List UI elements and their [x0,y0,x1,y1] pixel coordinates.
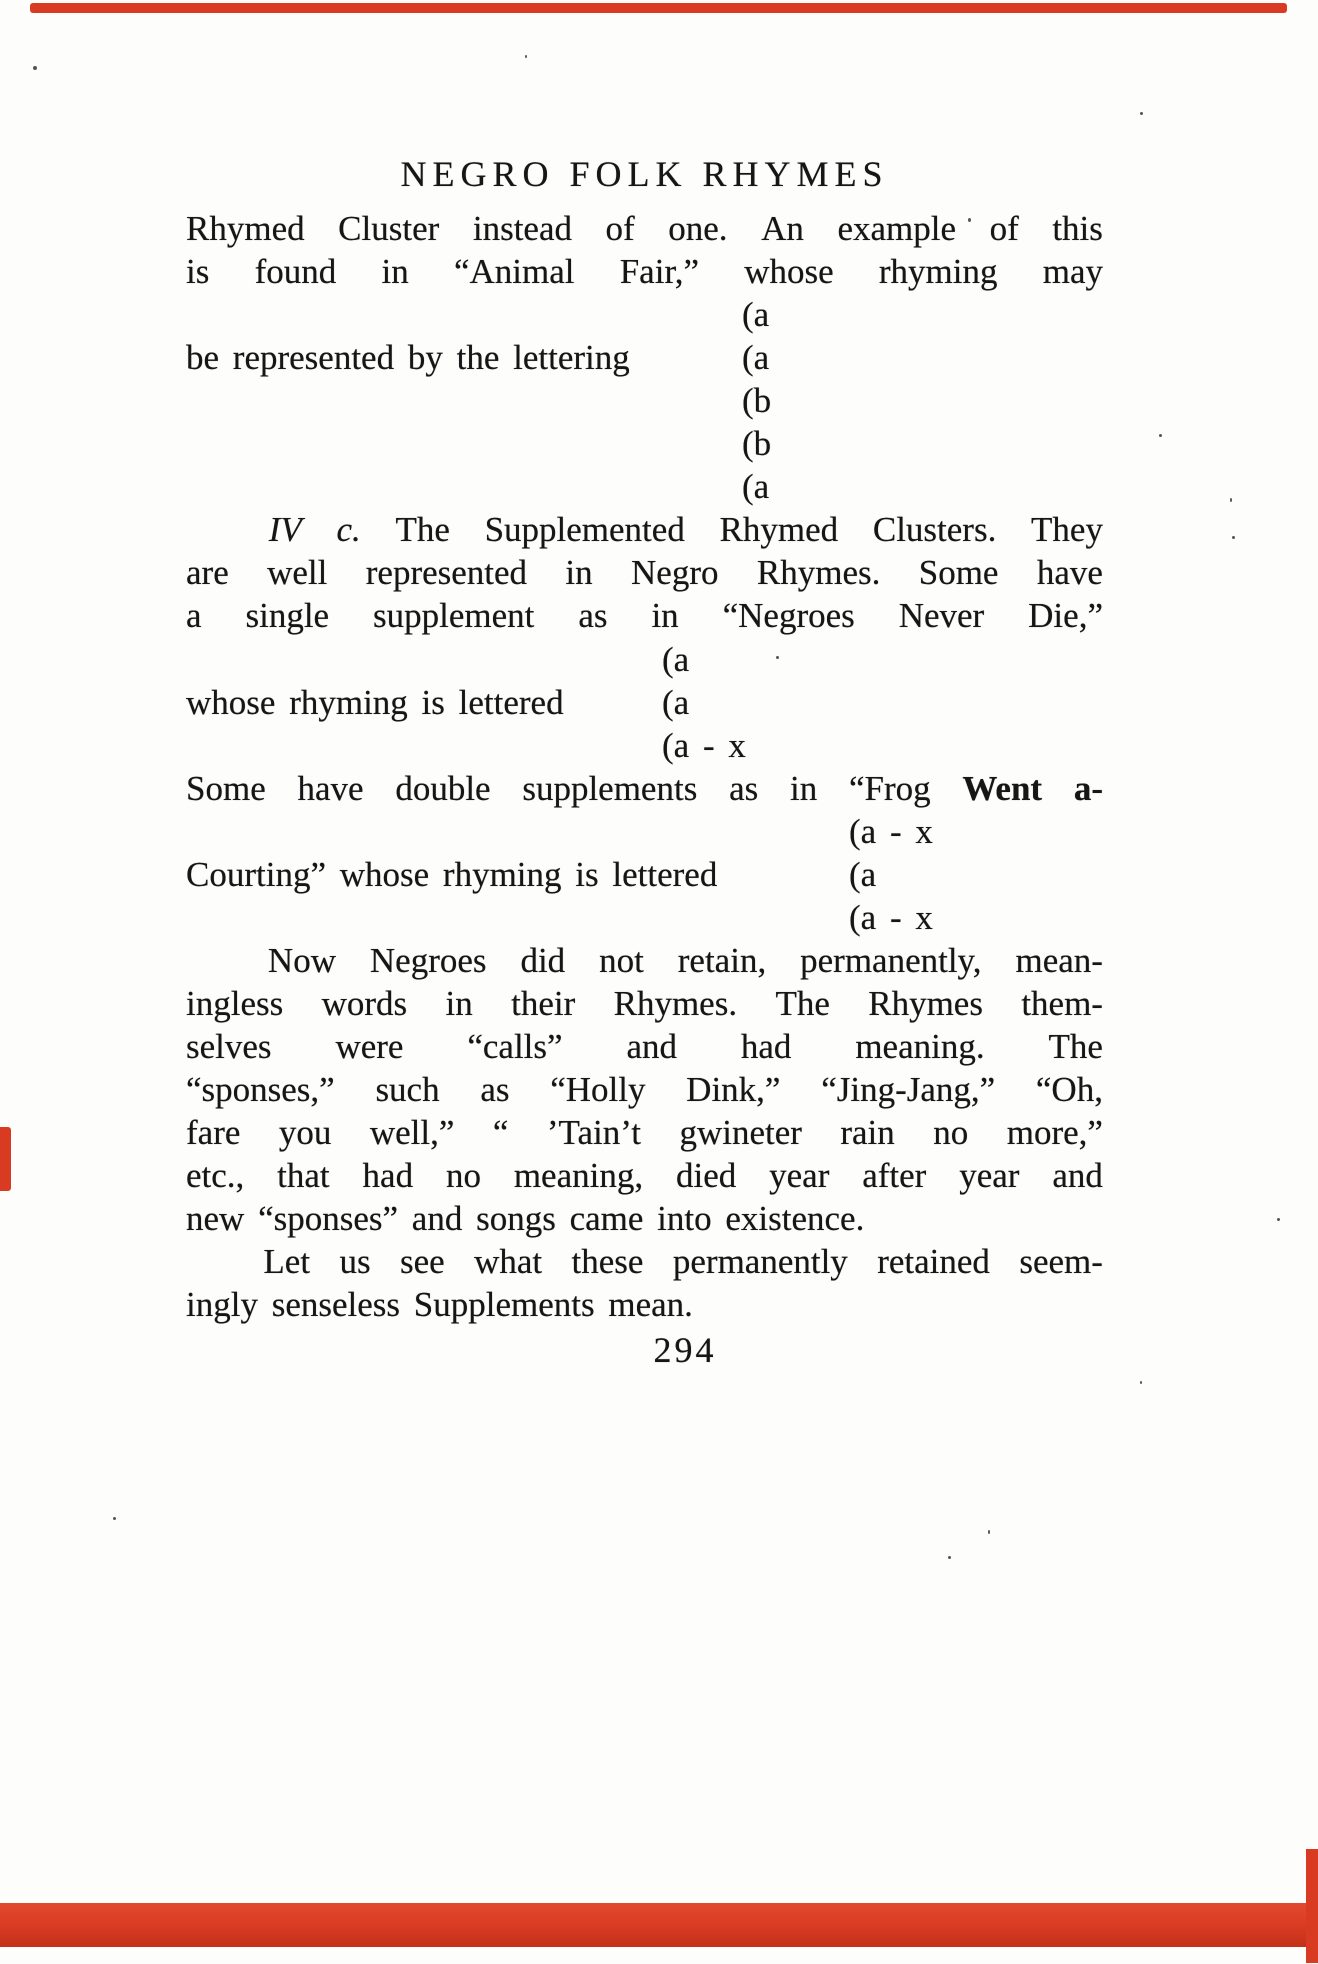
rhyme-letter-annotation: (a - x [849,812,933,851]
scan-speck [948,1556,951,1559]
text-line [186,465,1103,508]
text-line: a single supplement as in “Negroes Never Die,” [186,596,1103,635]
text-line [186,810,1103,853]
scan-speck [525,55,527,58]
text-line: fare you well,” “ ’Tain’t gwineter rain no more,” [186,1113,1103,1152]
text-line [186,853,1103,896]
line-text: new “sponses” and songs came into existence. [186,1199,865,1238]
rhyme-letter-annotation: (a - x [849,898,933,937]
rhyme-letter-annotation: (a [662,683,690,722]
text-line: ingless words in their Rhymes. The Rhymes them- [186,984,1103,1023]
text-line: IV c. The Supplemented Rhymed Clusters. They [186,508,1103,551]
scan-speck [988,1530,990,1534]
scan-speck [1232,536,1235,539]
text-line [186,1283,1103,1326]
text-line [186,422,1103,465]
scan-artifact-left-sliver [0,1127,11,1191]
line-text: Courting” whose rhyming is lettered [186,855,718,894]
rhyme-letter-annotation: (a [849,855,877,894]
rhyme-letter-annotation: (b [742,424,772,463]
text-line [186,336,1103,379]
page-number: 294 [653,1330,717,1370]
paragraph-indent [186,939,234,982]
scan-speck [113,1517,116,1520]
text-line: Some have double supplements as in “Frog Went a- [186,769,1103,808]
text-line [186,379,1103,422]
rhyme-letter-annotation: (a [742,338,770,377]
rhyme-letter-annotation: (a [662,640,690,679]
running-head-title: NEGRO FOLK RHYMES [400,154,889,194]
scan-artifact-top-strip [30,3,1287,13]
text-line [186,293,1103,336]
rhyme-letter-annotation: (a [742,467,770,506]
line-text: ingly senseless Supplements mean. [186,1285,693,1324]
text-line: Rhymed Cluster instead of one. An example of this [186,209,1103,248]
scan-speck [1140,112,1143,115]
scan-speck [1140,1381,1142,1384]
scan-artifact-right-sliver [1306,1849,1318,1963]
scan-artifact-bottom-band [0,1903,1318,1947]
text-line [186,638,1103,681]
line-text: whose rhyming is lettered [186,683,564,722]
paragraph-indent [186,1240,234,1283]
rhyme-letter-annotation: (a [742,295,770,334]
text-line: Let us see what these permanently retained seem- [186,1240,1103,1283]
text-line: selves were “calls” and had meaning. The [186,1027,1103,1066]
scan-speck [1230,498,1232,502]
text-line: is found in “Animal Fair,” whose rhyming may [186,252,1103,291]
text-line [186,724,1103,767]
text-line [186,896,1103,939]
text-line: etc., that had no meaning, died year after year and [186,1156,1103,1195]
scan-speck [1277,1218,1280,1221]
rhyme-letter-annotation: (b [742,381,772,420]
text-line [186,1197,1103,1240]
scan-speck [1159,434,1162,437]
line-text: be represented by the lettering [186,338,630,377]
text-line: Now Negroes did not retain, permanently, mean- [186,939,1103,982]
text-line [186,681,1103,724]
rhyme-letter-annotation: (a - x [662,726,746,765]
scan-speck [33,66,37,70]
paragraph-indent [186,508,234,551]
text-line: “sponses,” such as “Holly Dink,” “Jing-Jang,” “Oh, [186,1070,1103,1109]
text-line: are well represented in Negro Rhymes. Some have [186,553,1103,592]
